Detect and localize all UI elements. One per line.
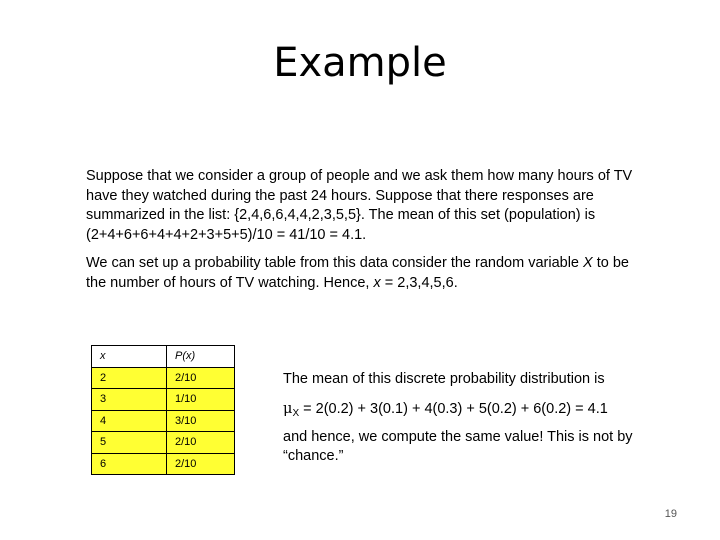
mean-intro-text: The mean of this discrete probability distribution is <box>283 371 605 387</box>
cell-px: 2/10 <box>167 453 235 475</box>
table-row <box>92 389 235 411</box>
table-row <box>92 432 235 454</box>
conclusion-text: and hence, we compute the same value! This is not by “chance.” <box>283 429 633 464</box>
mean-equation <box>283 400 663 423</box>
intro-paragraph: Suppose that we consider a group of people and we ask them how many hours of TV have they watched during the past 24 hours. Suppose that there responses are summarized in the list: {2,4,6,6,4,4,2,3,5,5}. The mean of this set (population) is (2+4+6+6+4+4+2+3+5+5)/10 = 41/10 = 4.1. <box>86 168 633 243</box>
para2-text-c: = 2,3,4,5,6. <box>380 274 458 291</box>
para2-text-b: to be the number of hours of TV watching. Hence, <box>86 255 629 291</box>
cell-x: 2 <box>92 367 167 389</box>
var-X: X <box>583 255 593 271</box>
cell-x: 5 <box>92 432 167 454</box>
header-px: P(x) <box>167 346 235 368</box>
para2-text-a: We can set up a probability table from this data consider the random variable <box>86 255 584 271</box>
slide-title: Example <box>273 40 447 86</box>
header-x: x <box>92 346 167 368</box>
mu-subscript: X <box>292 408 300 419</box>
cell-x: 4 <box>92 410 167 432</box>
cell-x: 3 <box>92 389 167 411</box>
table-row <box>92 453 235 475</box>
random-variable-paragraph <box>86 254 646 293</box>
mu-symbol: μ <box>283 401 293 417</box>
cell-px: 2/10 <box>167 367 235 389</box>
cell-px: 2/10 <box>167 432 235 454</box>
cell-px: 1/10 <box>167 389 235 411</box>
mean-equation-text: = 2(0.2) + 3(0.1) + 4(0.3) + 5(0.2) + 6(0.2) = 4.1 <box>299 401 608 417</box>
table-row <box>92 410 235 432</box>
cell-x: 6 <box>92 453 167 475</box>
table-header-row <box>92 346 235 368</box>
table-row <box>92 367 235 389</box>
probability-table <box>91 345 235 475</box>
page-number: 19 <box>664 508 677 520</box>
var-x: x <box>373 274 381 291</box>
cell-px: 3/10 <box>167 410 235 432</box>
